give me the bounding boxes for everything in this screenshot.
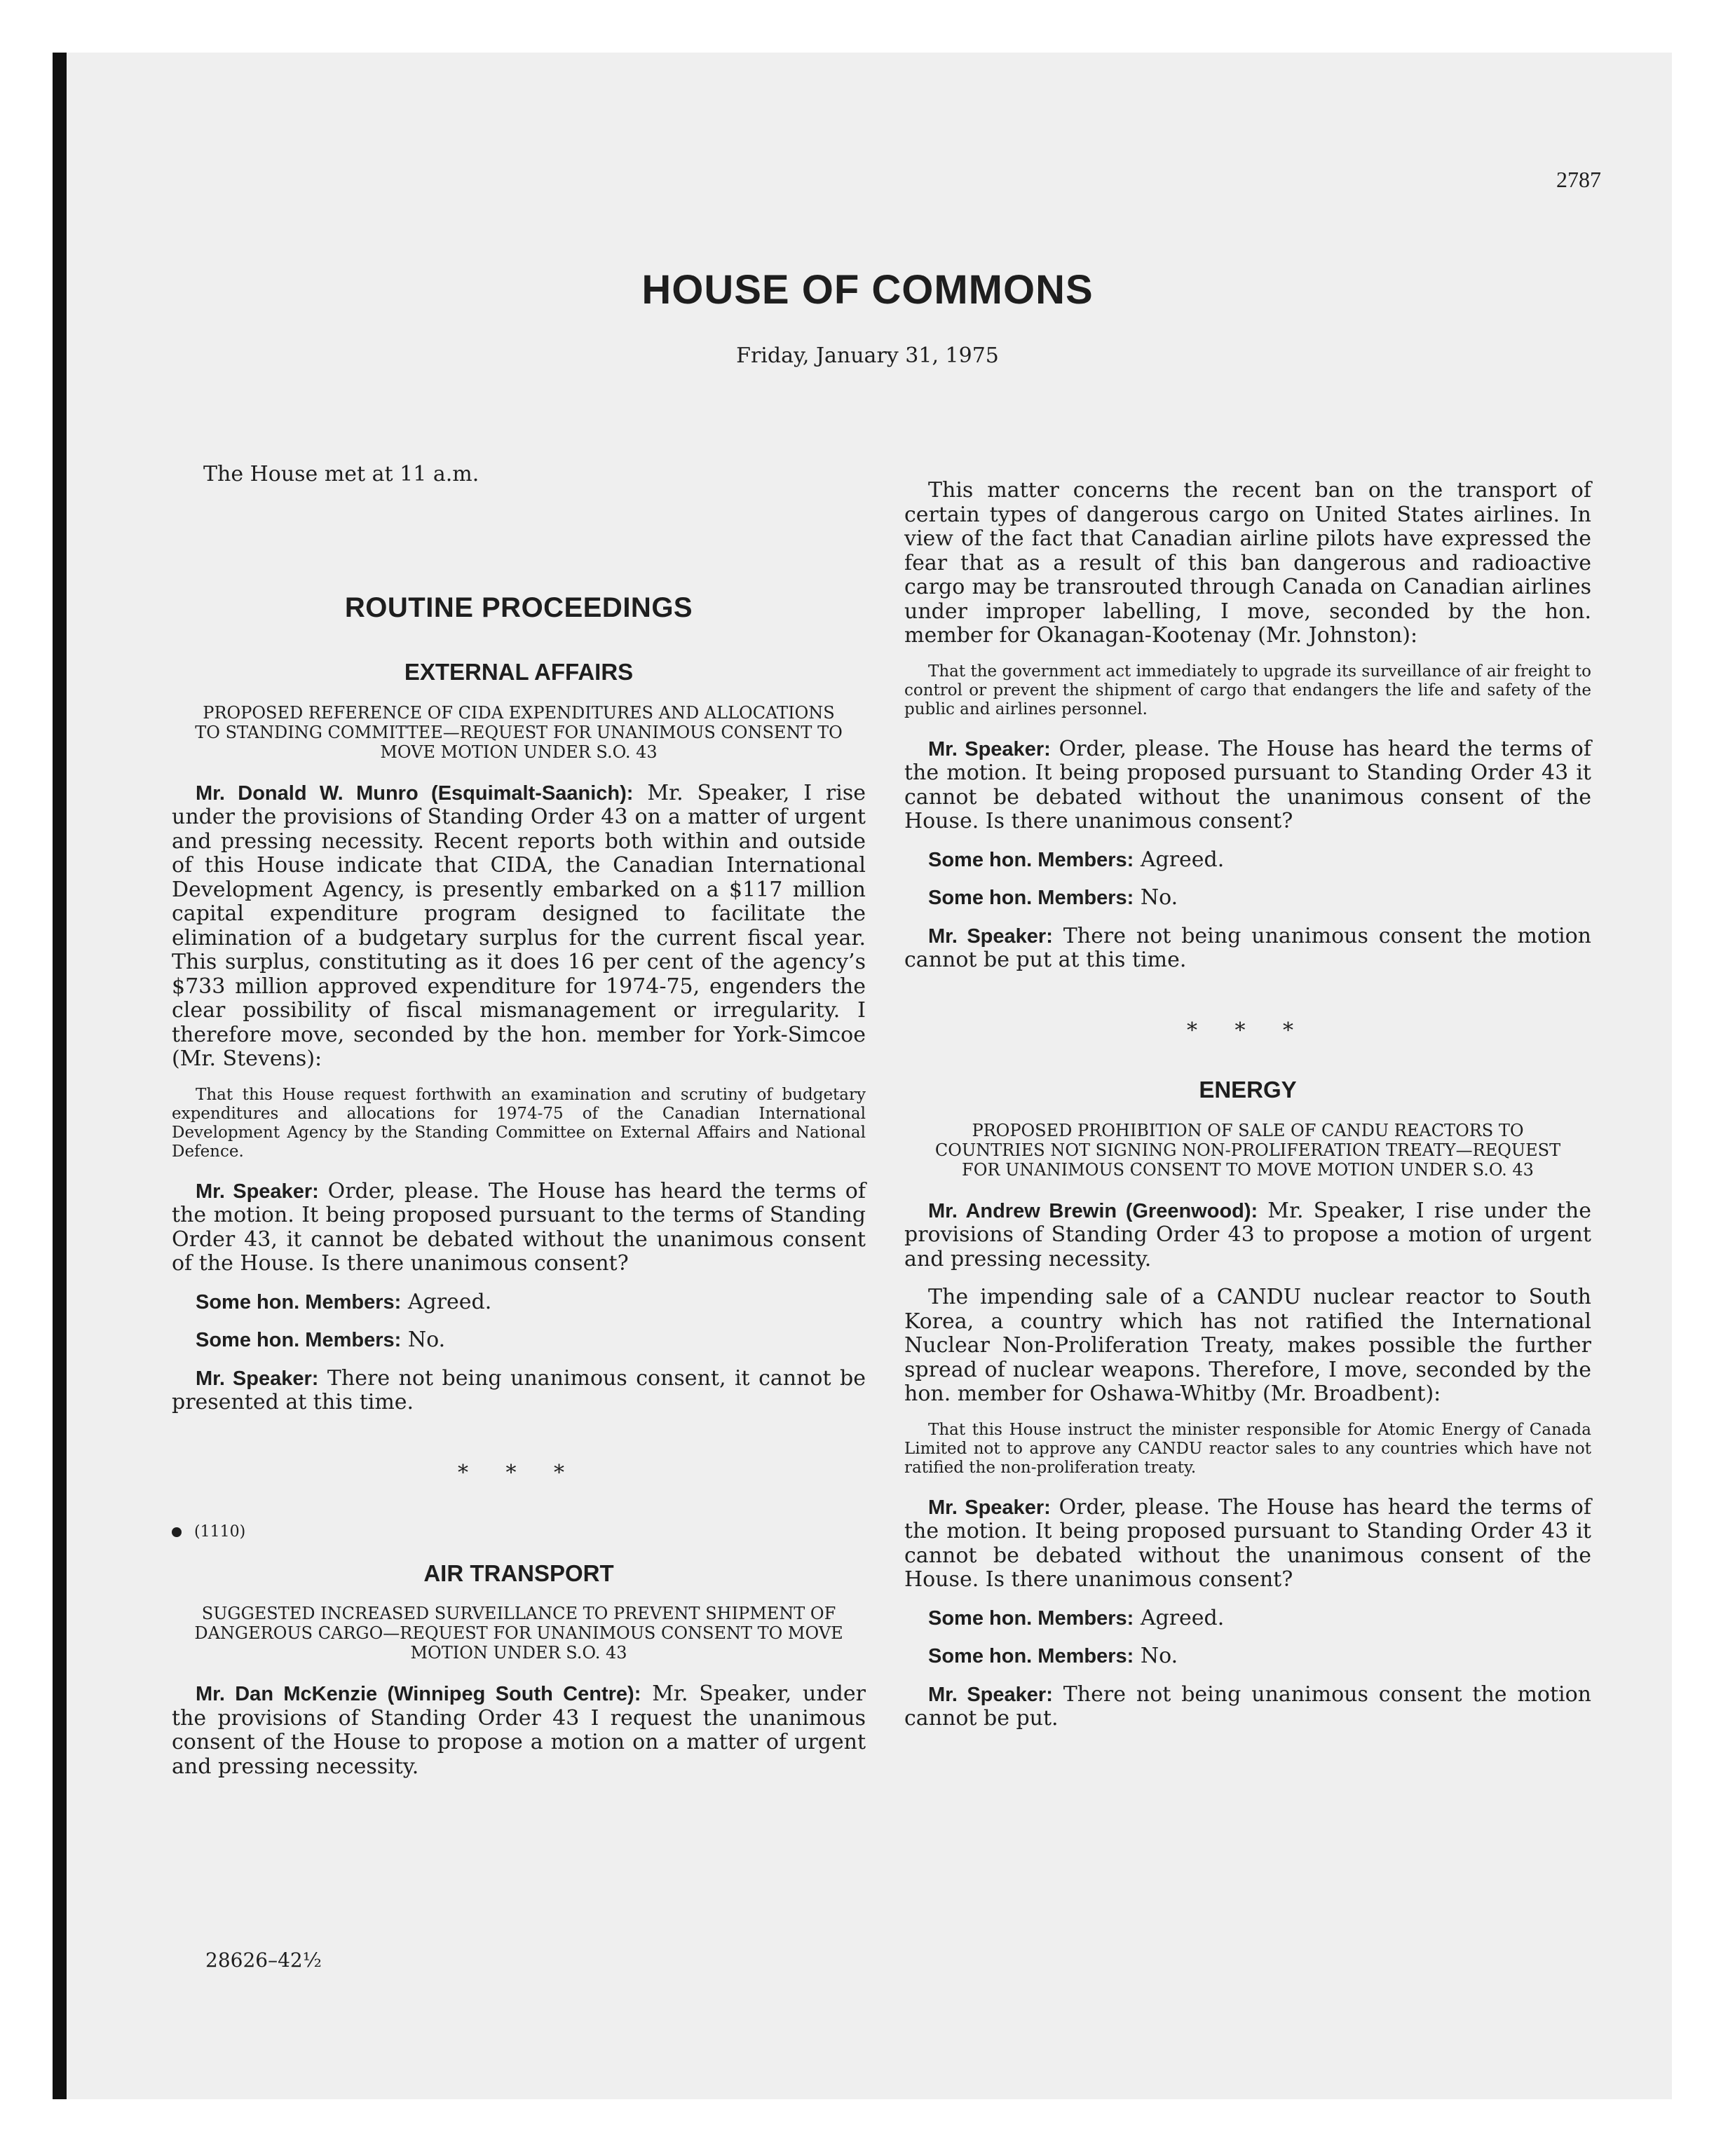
routine-proceedings-heading: ROUTINE PROCEEDINGS xyxy=(344,592,693,623)
footer-code: 28626–42½ xyxy=(205,1949,322,1972)
motion-text: That this House request forthwith an examination and scrutiny of budgetary expenditures and allocations for 1974-75 of the Canadian International Development Agency by the Standing Committee on External Affairs and National Defence. xyxy=(172,1085,866,1161)
motion-text: That this House instruct the minister responsible for Atomic Energy of Canada Limited not to approve any CANDU reactor sales to any countries which have not ratified the non-proliferation treaty. xyxy=(904,1420,1591,1477)
members-reply xyxy=(904,1606,1591,1631)
speech-text: There not being unanimous consent, it cannot be presented at this time. xyxy=(172,1365,866,1414)
speaker-name: Some hon. Members: xyxy=(928,1606,1134,1630)
speaker-name: Some hon. Members: xyxy=(928,1645,1134,1667)
speech-brewin-continued: The impending sale of a CANDU nuclear reactor to South Korea, a country which has not ratified the International Nuclear Non-Proliferation Treaty, makes possible the further spread of nuclear weapons. Therefore, I move, seconded by the hon. member for Oshawa-Whitby (Mr. Broadbent): xyxy=(904,1285,1591,1406)
external-affairs-heading: EXTERNAL AFFAIRS xyxy=(404,659,634,685)
bullet-icon xyxy=(172,1527,182,1537)
members-reply xyxy=(172,1328,866,1353)
speaker-name: Mr. Speaker: xyxy=(928,1683,1053,1706)
speech-munro xyxy=(172,782,866,1072)
speech-speaker xyxy=(172,1367,866,1415)
members-reply xyxy=(904,848,1591,873)
speech-mckenzie-continued: This matter concerns the recent ban on the transport of certain types of dangerous cargo on United States airlines. In view of the fact that Canadian airline pilots have expressed the fear that as a result of this ban dangerous and radioactive cargo may be transrouted through Canada on Canadian airlines under improper labelling, I move, seconded by the hon. member for Okanagan-Kootenay (Mr. Johnston): xyxy=(904,478,1591,648)
speaker-name: Mr. Speaker: xyxy=(928,1496,1051,1519)
speech-text: Mr. Speaker, I rise under the provisions of Standing Order 43 on a matter of urgent and pressing necessity. Recent reports both within and outside of this House indicate that CIDA, the Canadian International Development Agency, is presently embarked on a $117 million capital expenditure program designed to facilitate the elimination of a budgetary surplus for the current fiscal year. This surplus, constituting as it does 16 per cent of the agency’s $733 million approved expenditure for 1974-75, engenders the clear possibility of fiscal mismanagement or irregularity. I therefore move, seconded by the hon. member for York-Simcoe (Mr. Stevens): xyxy=(172,780,866,1071)
time-marker-text: (1110) xyxy=(194,1523,246,1541)
speaker-name: Mr. Speaker: xyxy=(196,1180,319,1203)
speaker-name: Some hon. Members: xyxy=(928,848,1134,871)
speaker-name: Mr. Speaker: xyxy=(196,1367,319,1390)
right-column xyxy=(904,479,1591,1745)
page-title: HOUSE OF COMMONS xyxy=(641,267,1094,313)
energy-subject: PROPOSED PROHIBITION OF SALE OF CANDU REACTORS TO COUNTRIES NOT SIGNING NON-PROLIFERATION TREATY—REQUEST FOR UNANIMOUS CONSENT TO MOVE MOTION UNDER S.O. 43 xyxy=(934,1120,1561,1180)
section-separator: * * * xyxy=(1186,1018,1309,1043)
energy-heading: ENERGY xyxy=(1199,1077,1297,1103)
speech-text: No. xyxy=(1140,1644,1178,1668)
speech-speaker xyxy=(904,737,1591,834)
speech-text: Mr. Speaker, I rise under the provisions of Standing Order 43 to propose a motion of urgent and pressing necessity. xyxy=(904,1198,1591,1271)
air-transport-heading: AIR TRANSPORT xyxy=(423,1560,614,1586)
speech-text: Agreed. xyxy=(1140,1605,1225,1630)
speaker-name: Mr. Speaker: xyxy=(928,737,1051,760)
members-reply xyxy=(172,1290,866,1315)
page-number: 2787 xyxy=(1556,167,1601,192)
left-column xyxy=(172,463,866,1793)
speech-text: Agreed. xyxy=(1140,847,1225,872)
speech-speaker xyxy=(904,1496,1591,1592)
speech-text: Order, please. The House has heard the terms of the motion. It being proposed pursuant to Standing Order 43 it cannot be debated without the unanimous consent of the House. Is there unanimous consent? xyxy=(904,736,1591,833)
speech-text: Agreed. xyxy=(407,1289,492,1314)
external-affairs-subject: PROPOSED REFERENCE OF CIDA EXPENDITURES AND ALLOCATIONS TO STANDING COMMITTEE—REQUEST FOR UNANIMOUS CONSENT TO MOVE MOTION UNDER S.O. 43 xyxy=(195,702,843,762)
sitting-date: Friday, January 31, 1975 xyxy=(736,343,999,368)
speech-text: Order, please. The House has heard the terms of the motion. It being proposed pursuant to Standing Order 43 it cannot be debated without the unanimous consent of the House. Is there unanimous consent? xyxy=(904,1494,1591,1592)
speech-text: No. xyxy=(407,1328,446,1352)
speaker-name: Mr. Dan McKenzie (Winnipeg South Centre): xyxy=(196,1683,641,1705)
speaker-name: Mr. Donald W. Munro (Esquimalt-Saanich): xyxy=(196,782,634,805)
section-separator: * * * xyxy=(457,1460,580,1485)
members-reply xyxy=(904,886,1591,910)
motion-text: That the government act immediately to upgrade its surveillance of air freight to control or prevent the shipment of cargo that endangers the life and safety of the public and airlines personnel. xyxy=(904,662,1591,718)
house-met-line: The House met at 11 a.m. xyxy=(203,462,479,486)
members-reply xyxy=(904,1644,1591,1669)
speech-brewin xyxy=(904,1199,1591,1272)
speech-speaker xyxy=(172,1180,866,1276)
speaker-name: Some hon. Members: xyxy=(196,1329,402,1351)
speech-text: Order, please. The House has heard the terms of the motion. It being proposed pursuant to the terms of Standing Order 43, it cannot be debated without the unanimous consent of the House. Is there unanimous consent? xyxy=(172,1178,866,1276)
air-transport-subject: SUGGESTED INCREASED SURVEILLANCE TO PREVENT SHIPMENT OF DANGEROUS CARGO—REQUEST FOR UNANIMOUS CONSENT TO MOVE MOTION UNDER S.O. 43 xyxy=(194,1604,843,1663)
speech-speaker xyxy=(904,1683,1591,1731)
speech-text: Mr. Speaker, under the provisions of Standing Order 43 I request the unanimous consent of the House to propose a motion on a matter of urgent and pressing necessity. xyxy=(172,1681,866,1779)
speaker-name: Mr. Speaker: xyxy=(928,925,1053,948)
speaker-name: Mr. Andrew Brewin (Greenwood): xyxy=(928,1199,1258,1222)
time-marker xyxy=(172,1520,866,1545)
speech-text: There not being unanimous consent the motion cannot be put at this time. xyxy=(904,923,1591,972)
speech-mckenzie xyxy=(172,1682,866,1779)
speaker-name: Some hon. Members: xyxy=(196,1290,402,1314)
speech-text: No. xyxy=(1140,885,1178,910)
speech-speaker xyxy=(904,925,1591,973)
speaker-name: Some hon. Members: xyxy=(928,887,1134,909)
speech-text: There not being unanimous consent the motion cannot be put. xyxy=(904,1681,1591,1731)
